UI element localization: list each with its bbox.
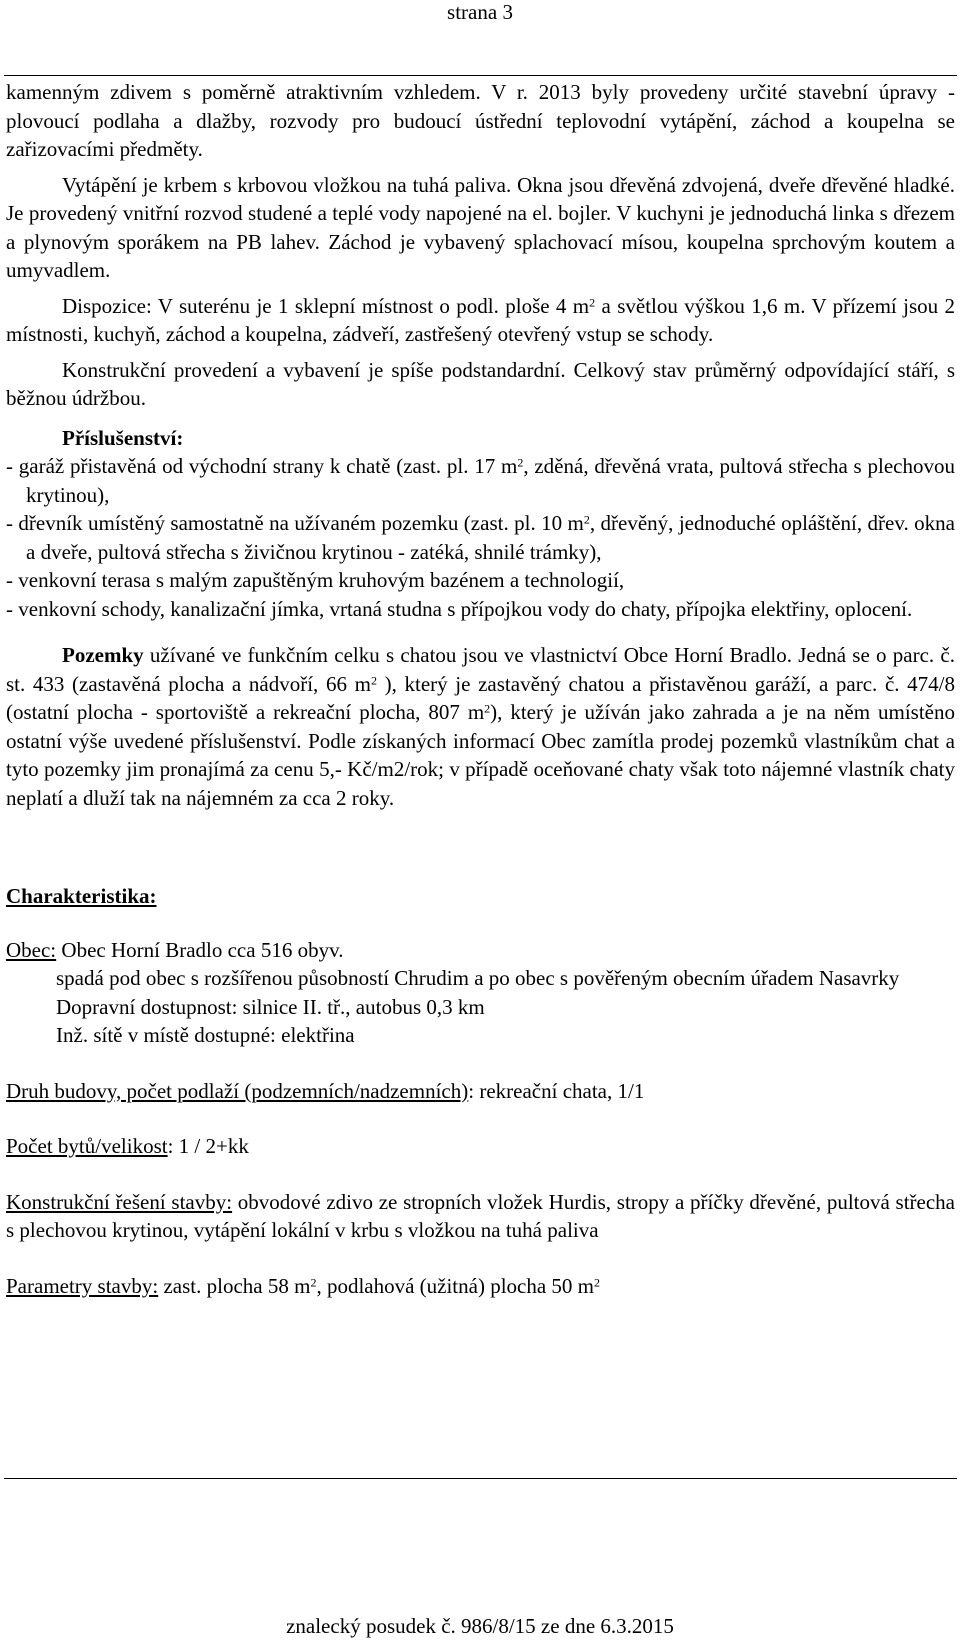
paragraph-intro: kamenným zdivem s poměrně atraktivním vzhledem. V r. 2013 byly provedeny určité stavební úpravy - plovoucí podlaha a dlažby, rozvody pro budoucí ústřední teplovodní vytápění, záchod a koupelna se zařizovacími předměty. <box>6 80 955 161</box>
page-header <box>0 0 960 24</box>
list-item-woodshed: - dřevník umístěný samostatně na užívaném pozemku (zast. pl. 10 $m^2$, dřevěný, jednoduché opláštění, dřev. okna a dveře, pultová střecha s živičnou krytinou - zatéká, shnilé trámky), <box>6 511 955 564</box>
header-rule <box>4 75 957 76</box>
paragraph-heating: Vytápění je krbem s krbovou vložkou na tuhá paliva. Okna jsou dřevěná zdvojená, dveře dřevěné hladké. Je provedený vnitřní rozvod studené a teplé vody napojené na el. bojler. V kuchyni je jednoduchá linka s dřezem a plynovým sporákem na PB lahev. Záchod je vybavený splachovací mísou, koupelna sprchovým koutem a umyvadlem. <box>6 172 955 282</box>
footer-rule <box>4 1478 957 1479</box>
utilities-available: Inž. sítě v místě dostupné: elektřina <box>56 1023 355 1047</box>
footer-text: znalecký posudek č. 986/8/15 ze dne 6.3.2015 <box>286 1614 674 1638</box>
page-number: strana 3 <box>447 0 513 24</box>
paragraph-condition: Konstrukční provedení a vybavení je spíše podstandardní. Celkový stav průměrný odpovídající stáří, s běžnou údržbou. <box>6 357 955 410</box>
characteristics-heading: Charakteristika: <box>6 884 157 908</box>
accessories-section <box>6 424 955 624</box>
construction-line: Konstrukční řešení stavby: obvodové zdivo ze stropních vložek Hurdis, stropy a příčky dřevěné, pultová střecha s plechovou krytinou, vytápění lokální v krbu s vložkou na tuhá paliva <box>6 1189 956 1242</box>
document-body <box>6 78 955 1300</box>
paragraph-land: Pozemky užívané ve funkčním celku s chatou jsou ve vlastnictví Obce Horní Bradlo. Jedná se o parc. č. st. 433 (zastavěná plocha a nádvoří, 66 $m^2$ ), který je zastavěný chatou a přistavěnou garáží, a parc. č. 474/8 (ostatní plocha - sportoviště a rekreační plocha, 807 $m^2$), který je užíván jako zahrada a je na něm umístěno ostatní výše uvedené příslušenství. Podle získaných informací Obec zamítla prodej pozemků vlastníkům chat a tyto pozemky jim pronajímá za cenu 5,- Kč/m2/rok; v případě oceňované chaty však toto nájemné vlastník chaty neplatí a dluží tak na nájemném za cca 2 roky. <box>6 643 956 810</box>
building-type-line: Druh budovy, počet podlaží (podzemních/nadzemních): rekreační chata, 1/1 <box>6 1078 645 1103</box>
municipality-authority: spadá pod obec s rozšířenou působností Chrudim a po obec s pověřeným obecním úřadem Nasavrky <box>56 966 900 990</box>
accessories-heading: Příslušenství: <box>62 425 184 450</box>
flats-line: Počet bytů/velikost: 1 / 2+kk <box>6 1134 249 1158</box>
page-footer <box>0 1614 960 1638</box>
paragraph-layout: Dispozice: V suterénu je 1 sklepní místnost o podl. ploše 4 $m^2$ a světlou výškou 1,6 m. V přízemí jsou 2 místnosti, kuchyň, záchod a koupelna, zádveří, zastřešený otevřený vstup se schody. <box>6 293 955 346</box>
municipality-details <box>6 964 955 1050</box>
list-item-terrace: - venkovní terasa s malým zapuštěným kruhovým bazénem a technologií, <box>6 568 625 592</box>
list-item-garage: - garáž přistavěná od východní strany k chatě (zast. pl. 17 $m^2$, zděná, dřevěná vrata, pultová střecha s plechovou krytinou), <box>6 454 955 507</box>
municipality-line: Obec: Obec Horní Bradlo cca 516 obyv. <box>6 937 344 962</box>
transport-access: Dopravní dostupnost: silnice II. tř., autobus 0,3 km <box>56 994 485 1019</box>
land-bold-label: Pozemky <box>62 643 144 667</box>
parameters-line: Parametry stavby: zast. plocha 58 $m^2$, podlahová (užitná) plocha 50 $m^2$ <box>6 1273 601 1298</box>
list-item-utilities: - venkovní schody, kanalizační jímka, vrtaná studna s přípojkou vody do chaty, přípojka elektřiny, oplocení. <box>6 596 913 621</box>
